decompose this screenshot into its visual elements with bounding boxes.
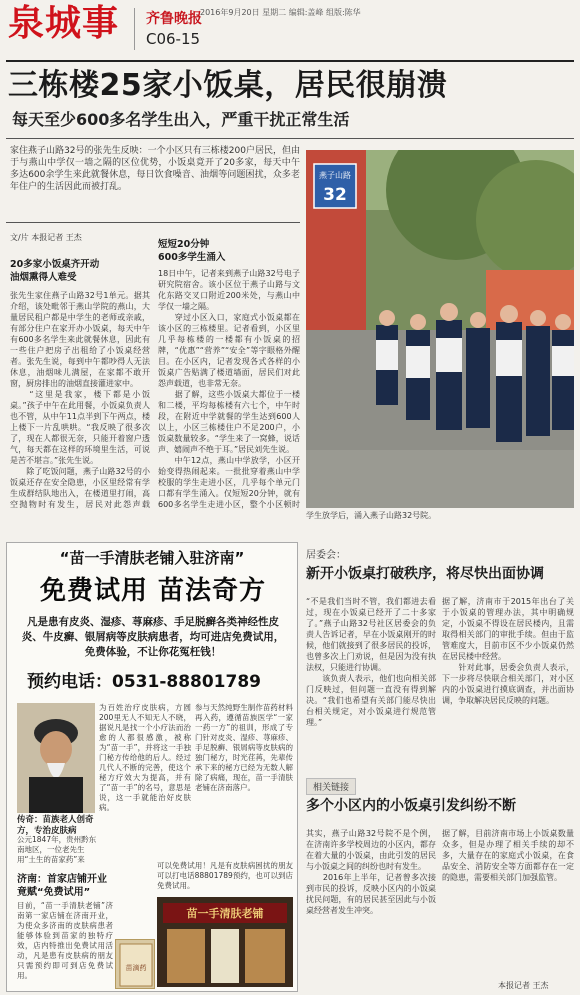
article-column-5: 其实，燕子山路32号院不是个例，在济南许多学校周边的小区内，都存在着大量的小饭桌，由此引发的居民与小饭桌之间的纠纷也时有发生。 2016年上半年，记者曾多次接到市民的投诉，反映小区内的小饭桌扰民问题，有的居民甚至因此与小饭桌经营者发生冲突。 bbox=[306, 829, 436, 915]
news-photo bbox=[306, 150, 574, 508]
ad-certificate-text: 苗滴药 bbox=[125, 964, 147, 972]
ad-phone: 预约电话：0531-88801789 bbox=[27, 672, 261, 692]
paper-logo: 齐鲁晚报 bbox=[146, 11, 202, 27]
ad-body-lines: 凡是患有皮炎、湿疹、荨麻疹、手足脱癣各类神经性皮炎、牛皮癣、银屑病等皮肤病患者，均可进店免费试用，免费体验，不让你花冤枉钱！ bbox=[21, 616, 285, 658]
headline-rule bbox=[6, 138, 574, 139]
ad-shop-photo bbox=[157, 897, 293, 987]
sub-heading-1: 20多家小饭桌齐开动 油烟熏得人难受 bbox=[10, 259, 100, 283]
lede-paragraph: 家住燕子山路32号的张先生反映：一个小区只有三栋楼200户居民，但由于与燕山中学仅一墙之隔的区位优势，小饭桌竟开了20多家，每天中午多达600余学生来此就餐休息，每日饮食噪音、油烟等问题困扰，众多老年住户的生活因此而被打乱。 bbox=[10, 146, 300, 192]
byline: 文/片 本报记者 王杰 bbox=[10, 233, 82, 242]
article-column-6: 据了解，目前济南市场上小饭桌数量众多，但是办理了相关手续的却不多，大量存在的家庭式小饭桌，在食品安全、消防安全等方面都存在一定的隐患，需要相关部门加强监管。 bbox=[442, 829, 574, 882]
street-sign-number: 32 bbox=[323, 185, 347, 205]
main-headline: 三栋楼25家小饭桌，居民很崩溃 bbox=[8, 68, 448, 103]
ad-sub-heading: 济南：首家店铺开业 竟赋“免费试用” bbox=[17, 874, 107, 898]
photo-caption: 学生放学后，涌入燕子山路32号院。 bbox=[306, 511, 437, 520]
ad-portrait-caption: 传奇：苗族老人创奇方，专治皮肤病 bbox=[17, 815, 94, 836]
article-column-2: 18日中午，记者来到燕子山路32号电子研究院宿舍。该小区位于燕子山路与文化东路交叉口附近200米处，与燕山中学仅一墙之隔。 穿过小区入口，家庭式小饭桌都在该小区的三栋楼里。记者看到，小区里几乎每栋楼的一楼都有小饭桌的招牌，“优惠”“营养”“安全”等字眼格外醒目。在小区内，记者发现各式各样的小饭桌广告贴满了楼道墙面，居民们对此怨声载道，也非常无奈。 据了解，这些小饭桌大都位于一楼和二楼，平均每栋楼有六七个，中午时段，在附近中学就餐的学生达到600人以上，小区三栋楼住户不足200户，小饭桌数量较多。“学生来了一窝蜂，说话声、嬉闹声不绝于耳。”居民刘先生说。 中午12点，燕山中学放学，小区开始变得热闹起来。一批批穿着燕山中学校服的学生走进小区，几乎每个单元门口都有学生涌入。仅短短20分钟，就有600多名学生走进小区，整个小区顿时 bbox=[158, 269, 300, 509]
ad-big-title: 免费试用 苗法奇方 bbox=[39, 576, 267, 606]
sub-heading-2: 短短20分钟 600多学生涌入 bbox=[158, 239, 226, 263]
article-column-1: 张先生家住燕子山路32号1单元。据其介绍，该处毗邻于燕山学院的燕山，大量居民租户都是中学生的老师或亲戚，有部分住户在家开办小饭桌，每天中午有600多名学生来此就餐休息，因此有一些住户把房子出租给了小饭桌经营者。张先生说，每到中午都吵得人无法休息，油烟味儿满屋，在家都不敢开窗，厨房排出的油烟直接灌进家中。 “这里是我家，楼下都是小饭桌。”孩子中午在此用餐，小饭桌负责人也不管，从中午11点半到下午两点，楼上楼下一片乱哄哄。“我反映了很多次了，现在人都很无奈，只能开着窗户透气，每天都在这样的环境里生活，可说是苦不堪言。”张先生说。 除了吃饭问题，燕子山路32号的小饭桌还存在安全隐患，小区里经常有学生成群结队地出入，在楼道里打闹，高空抛物时有发生，居民对此怨声载 bbox=[10, 291, 150, 509]
shop-sign: 苗一手清肤老铺 bbox=[186, 907, 264, 920]
headline-residents: 新开小饭桌打破秩序，将尽快出面协调 bbox=[306, 566, 544, 582]
headline-related: 多个小区内的小饭桌引发纠纷不断 bbox=[306, 798, 516, 814]
article-column-4: 据了解，济南市于2015年出台了关于小饭桌的管理办法，其中明确规定，小饭桌不得设在居民楼内，且需取得相关部门的审批手续。但由于监管难度大，目前市区不少小饭桌仍然在居民楼中经营。 针对此事，居委会负责人表示，下一步将尽快联合相关部门，对小区内的小饭桌进行摸底调查，并出面协调，争取解决居民反映的问题。 bbox=[442, 597, 574, 705]
lede-rule bbox=[6, 222, 300, 223]
masthead-rule bbox=[6, 60, 574, 62]
ad-top-banner: “苗一手清肤老铺入驻济南” bbox=[59, 549, 245, 567]
masthead bbox=[0, 0, 580, 62]
masthead-divider bbox=[134, 8, 135, 50]
page-number: C06-15 bbox=[146, 30, 201, 48]
ad-column-b: 参与天然纯野生制作苗药材料再入药，遵循苗族医学“一家一药一方”的祖训，形成了专门针对皮炎、湿疹、荨麻疹、手足脱癣、银屑病等皮肤病的独门秘方，时光荏苒，先辈传承下来的秘方已经为无数人解除了病痛，现在，苗一手清肤老铺在济南落户。 bbox=[195, 703, 293, 792]
ad-portrait-photo bbox=[17, 703, 95, 813]
photo-scene bbox=[306, 150, 574, 508]
sub-headline: 每天至少600多名学生出入，严重干扰正常生活 bbox=[12, 110, 350, 129]
ad-column-c: 目前，“苗一手清肤老铺”济南第一家店铺在济南开业，为使众多济南的皮肤病患者能够体验到苗家的独特疗效，店内特推出免费试用活动，凡是患有皮肤病的朋友只需预约即可到店免费试用。 bbox=[17, 901, 113, 980]
byline-2: 本报记者 王杰 bbox=[498, 981, 549, 990]
advertisement bbox=[6, 542, 298, 992]
section-title: 泉城事 bbox=[8, 3, 120, 44]
section-tag: 居委会： bbox=[306, 550, 346, 561]
ad-certificate bbox=[115, 939, 155, 989]
ad-portrait-detail: 公元1847年，贵州黔东南地区，一位老先生用“土生的苗家药”来 bbox=[17, 835, 97, 864]
related-links-label: 相关链接 bbox=[306, 778, 356, 795]
ad-column-a: 为百姓治疗皮肤病，方圆200里无人不知无人不晓，据说凡是找一个小疗法而治愈的人都很感激，被称为“苗一手”，并将这一手独门秘方传给他的后人。经过几代人不断的完善，使这个秘方疗效大为提高，并有了“苗一手”的名号，意思是说，这一手就能治好皮肤病。 bbox=[99, 703, 191, 812]
ad-column-d: 可以免费试用！凡是有皮肤病困扰的朋友可以打电话88801789预约，也可以到店免费试用。 bbox=[157, 861, 293, 890]
street-sign-name: 燕子山路 bbox=[319, 171, 351, 180]
article-column-3: “不是我们当时不管，我们都进去看过，现在小饭桌已经开了二十多家了。”燕子山路32号社区居委会的负责人告诉记者，早在小饭桌刚开的时候，他们就接到了很多居民的投诉，也曾多次上门劝说，但是因为没有执法权，只能进行协调。 该负责人表示，他们也向相关部门反映过，但问题一直没有得到解决。“我们也希望有关部门能尽快出台相关规定，对小饭桌进行规范管理。” bbox=[306, 597, 436, 727]
issue-meta: 2016年9月20日 星期二 编辑:盖峰 组版:陈华 bbox=[200, 8, 361, 17]
